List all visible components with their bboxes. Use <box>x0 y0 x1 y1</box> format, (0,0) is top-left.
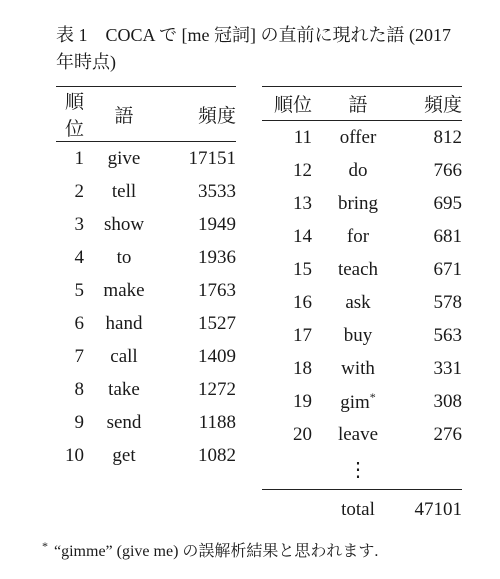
word-cell: ask <box>345 291 371 313</box>
word-cell: get <box>112 444 136 466</box>
rank-cell: 8 <box>74 378 84 400</box>
header-rank: 順位 <box>56 87 84 142</box>
frequency-cell: 1936 <box>198 246 236 268</box>
table-row <box>262 121 462 155</box>
frequency-cell: 812 <box>433 126 462 148</box>
word-cell: tell <box>111 180 137 202</box>
word-cell: send <box>106 411 142 433</box>
table-row <box>262 286 462 319</box>
word-cell: give <box>107 147 141 169</box>
table-caption <box>56 22 456 76</box>
word-cell: to <box>116 246 132 268</box>
rank-cell: 5 <box>74 279 84 301</box>
header-frequency: 頻度 <box>164 87 236 142</box>
rank-cell: 14 <box>293 225 312 247</box>
table-row <box>262 319 462 352</box>
vertical-ellipsis: ⋮ <box>348 459 368 481</box>
rank-cell: 3 <box>74 213 84 235</box>
table-row <box>56 406 236 439</box>
table-row <box>262 220 462 253</box>
total-row <box>262 490 462 531</box>
rank-cell: 18 <box>293 357 312 379</box>
table-row <box>262 385 462 418</box>
rank-cell: 17 <box>293 324 312 346</box>
ellipsis-row <box>262 451 462 490</box>
rank-cell: 15 <box>293 258 312 280</box>
header-word: 語 <box>312 87 404 121</box>
word-cell: leave <box>337 423 379 445</box>
table-row <box>56 274 236 307</box>
table-row <box>56 373 236 406</box>
frequency-cell: 1272 <box>198 378 236 400</box>
frequency-cell: 681 <box>433 225 462 247</box>
table-row <box>262 154 462 187</box>
frequency-cell: 276 <box>433 423 462 445</box>
rank-cell: 7 <box>74 345 84 367</box>
footnote-mark: * <box>369 389 376 404</box>
rank-cell: 13 <box>293 192 312 214</box>
header-word: 語 <box>84 87 164 142</box>
table-row <box>56 307 236 340</box>
table-row <box>262 253 462 286</box>
frequency-cell: 695 <box>433 192 462 214</box>
table-row <box>262 187 462 220</box>
frequency-cell: 308 <box>433 390 462 412</box>
rank-cell: 11 <box>293 126 312 148</box>
caption-line-2: 年時点) <box>56 52 116 72</box>
word-cell: with <box>341 357 375 379</box>
table-row <box>262 418 462 451</box>
word-cell: buy <box>343 324 373 346</box>
word-cell: take <box>108 378 140 400</box>
word-cell: offer <box>339 126 377 148</box>
footnote <box>42 538 378 561</box>
rank-cell: 16 <box>293 291 312 313</box>
frequency-cell: 578 <box>433 291 462 313</box>
frequency-cell: 331 <box>433 357 462 379</box>
rank-cell: 9 <box>74 411 84 433</box>
frequency-cell: 1763 <box>198 279 236 301</box>
total-label: total <box>312 490 404 531</box>
frequency-cell: 671 <box>433 258 462 280</box>
word-cell: do <box>348 159 368 181</box>
header-rank: 順位 <box>262 87 312 121</box>
frequency-cell: 1188 <box>198 411 236 433</box>
frequency-cell: 17151 <box>188 147 236 169</box>
word-cell: bring <box>337 192 379 214</box>
rank-cell: 6 <box>74 312 84 334</box>
frequency-table-left <box>56 86 236 472</box>
table-row <box>56 340 236 373</box>
rank-cell: 10 <box>65 444 84 466</box>
table-row <box>262 352 462 385</box>
table-row <box>56 439 236 472</box>
word-cell: gim* <box>340 389 376 413</box>
word-cell: teach <box>337 258 379 280</box>
frequency-cell: 3533 <box>198 180 236 202</box>
frequency-cell: 766 <box>433 159 462 181</box>
frequency-cell: 1949 <box>198 213 236 235</box>
table-row <box>56 142 236 176</box>
rank-cell: 20 <box>293 423 312 445</box>
frequency-table-right <box>262 86 462 530</box>
rank-cell: 2 <box>74 180 84 202</box>
footnote-mark: * <box>42 539 48 553</box>
table-row <box>56 175 236 208</box>
word-cell: show <box>103 213 145 235</box>
frequency-cell: 1527 <box>198 312 236 334</box>
footnote-text: “gimme” (give me) の誤解析結果と思われます. <box>54 543 379 560</box>
rank-cell: 12 <box>293 159 312 181</box>
table-row <box>56 241 236 274</box>
rank-cell: 4 <box>74 246 84 268</box>
word-cell: make <box>103 279 145 301</box>
header-frequency: 頻度 <box>404 87 462 121</box>
total-value: 47101 <box>404 490 462 531</box>
word-cell: hand <box>105 312 143 334</box>
rank-cell: 1 <box>74 147 84 169</box>
frequency-cell: 1082 <box>198 444 236 466</box>
word-cell: call <box>110 345 138 367</box>
word-cell: for <box>346 225 370 247</box>
table-row <box>56 208 236 241</box>
caption-line-1: 表 1 COCA で [me 冠詞] の直前に現れた語 (2017 <box>56 25 451 45</box>
frequency-cell: 1409 <box>198 345 236 367</box>
rank-cell: 19 <box>293 390 312 412</box>
frequency-cell: 563 <box>433 324 462 346</box>
